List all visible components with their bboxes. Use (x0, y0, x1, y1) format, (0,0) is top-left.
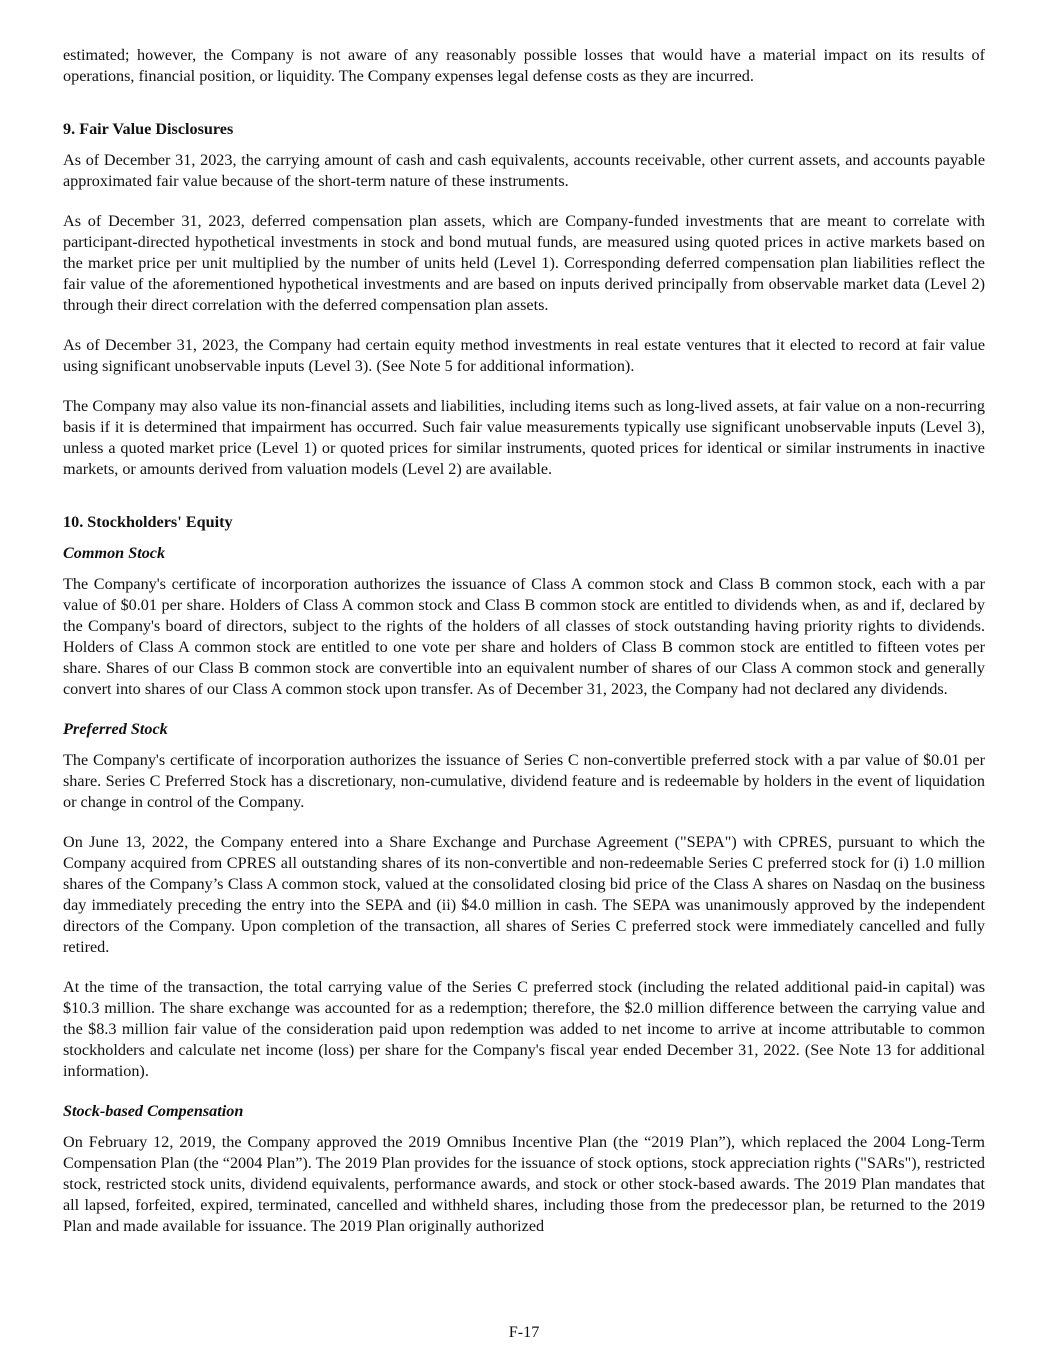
paragraph: On February 12, 2019, the Company approved the 2019 Omnibus Incentive Plan (the “2019 Plan”), which replaced the 2004 Long-Term Compensation Plan (the “2004 Plan”). The 2019 Plan provides for the issuance of stock options, stock appreciation rights ("SARs"), restricted stock, restricted stock units, dividend equivalents, performance awards, and stock or other stock-based awards. The 2019 Plan mandates that all lapsed, forfeited, expired, terminated, cancelled and withheld shares, including those from the predecessor plan, be returned to the 2019 Plan and made available for issuance. The 2019 Plan originally authorized (63, 1133, 985, 1235)
paragraph: The Company may also value its non-financial assets and liabilities, including items such as long-lived assets, at fair value on a non-recurring basis if it is determined that impairment has occurred. Such fair value measurements typically use significant unobservable inputs (Level 3), unless a quoted market price (Level 1) or quoted prices for similar instruments, quoted prices for identical or similar instruments in inactive markets, or amounts derived from valuation models (Level 2) are available. (63, 397, 985, 478)
paragraph: The Company's certificate of incorporation authorizes the issuance of Series C non-convertible preferred stock with a par value of $0.01 per share. Series C Preferred Stock has a discretionary, non-cumulative, dividend feature and is redeemable by holders in the event of liquidation or change in control of the Company. (63, 751, 985, 811)
paragraph: As of December 31, 2023, the Company had certain equity method investments in real estate ventures that it elected to record at fair value using significant unobservable inputs (Level 3). (See Note 5 for additional information). (63, 336, 985, 375)
subheading-preferred-stock: Preferred Stock (63, 720, 168, 738)
paragraph: On June 13, 2022, the Company entered into a Share Exchange and Purchase Agreement ("SEPA") with CPRES, pursuant to which the Company acquired from CPRES all outstanding shares of its non-convertible and non-redeemable Series C preferred stock for (i) 1.0 million shares of the Company’s Class A common stock, valued at the consolidated closing bid price of the Class A shares on Nasdaq on the business day immediately preceding the entry into the SEPA and (ii) $4.0 million in cash. The SEPA was unanimously approved by the independent directors of the Company. Upon completion of the transaction, all shares of Series C preferred stock were immediately cancelled and fully retired. (63, 833, 985, 956)
section-heading-fair-value: 9. Fair Value Disclosures (63, 120, 234, 138)
paragraph: The Company's certificate of incorporation authorizes the issuance of Class A common stock and Class B common stock, each with a par value of $0.01 per share. Holders of Class A common stock and Class B common stock are entitled to dividends when, as and if, declared by the Company's board of directors, subject to the rights of the holders of all classes of stock outstanding having priority rights to dividends. Holders of Class A common stock are entitled to one vote per share and holders of Class B common stock are entitled to fifteen votes per share. Shares of our Class B common stock are convertible into an equivalent number of shares of our Class A common stock and generally convert into shares of our Class A common stock upon transfer. As of December 31, 2023, the Company had not declared any dividends. (63, 575, 985, 698)
page-number: F-17 (508, 1323, 540, 1341)
paragraph: estimated; however, the Company is not aware of any reasonably possible losses that would have a material impact on its results of operations, financial position, or liquidity. The Company expenses legal defense costs as they are incurred. (63, 46, 985, 85)
subheading-common-stock: Common Stock (63, 544, 166, 562)
paragraph: At the time of the transaction, the total carrying value of the Series C preferred stock (including the related additional paid-in capital) was $10.3 million. The share exchange was accounted for as a redemption; therefore, the $2.0 million difference between the carrying value and the $8.3 million fair value of the consideration paid upon redemption was added to net income to arrive at income attributable to common stockholders and calculate net income (loss) per share for the Company's fiscal year ended December 31, 2022. (See Note 13 for additional information). (63, 978, 985, 1080)
paragraph: As of December 31, 2023, deferred compensation plan assets, which are Company-funded investments that are meant to correlate with participant-directed hypothetical investments in stock and bond mutual funds, are measured using quoted prices in active markets based on the market price per unit multiplied by the number of units held (Level 1). Corresponding deferred compensation plan liabilities reflect the fair value of the aforementioned hypothetical investments and are based on inputs derived principally from observable market data (Level 2) through their direct correlation with the deferred compensation plan assets. (63, 212, 985, 314)
subheading-stock-based-compensation: Stock-based Compensation (63, 1102, 244, 1120)
paragraph: As of December 31, 2023, the carrying amount of cash and cash equivalents, accounts receivable, other current assets, and accounts payable approximated fair value because of the short-term nature of these instruments. (63, 151, 985, 190)
section-heading-stockholders-equity: 10. Stockholders' Equity (63, 513, 233, 531)
document-body (63, 45, 985, 1256)
